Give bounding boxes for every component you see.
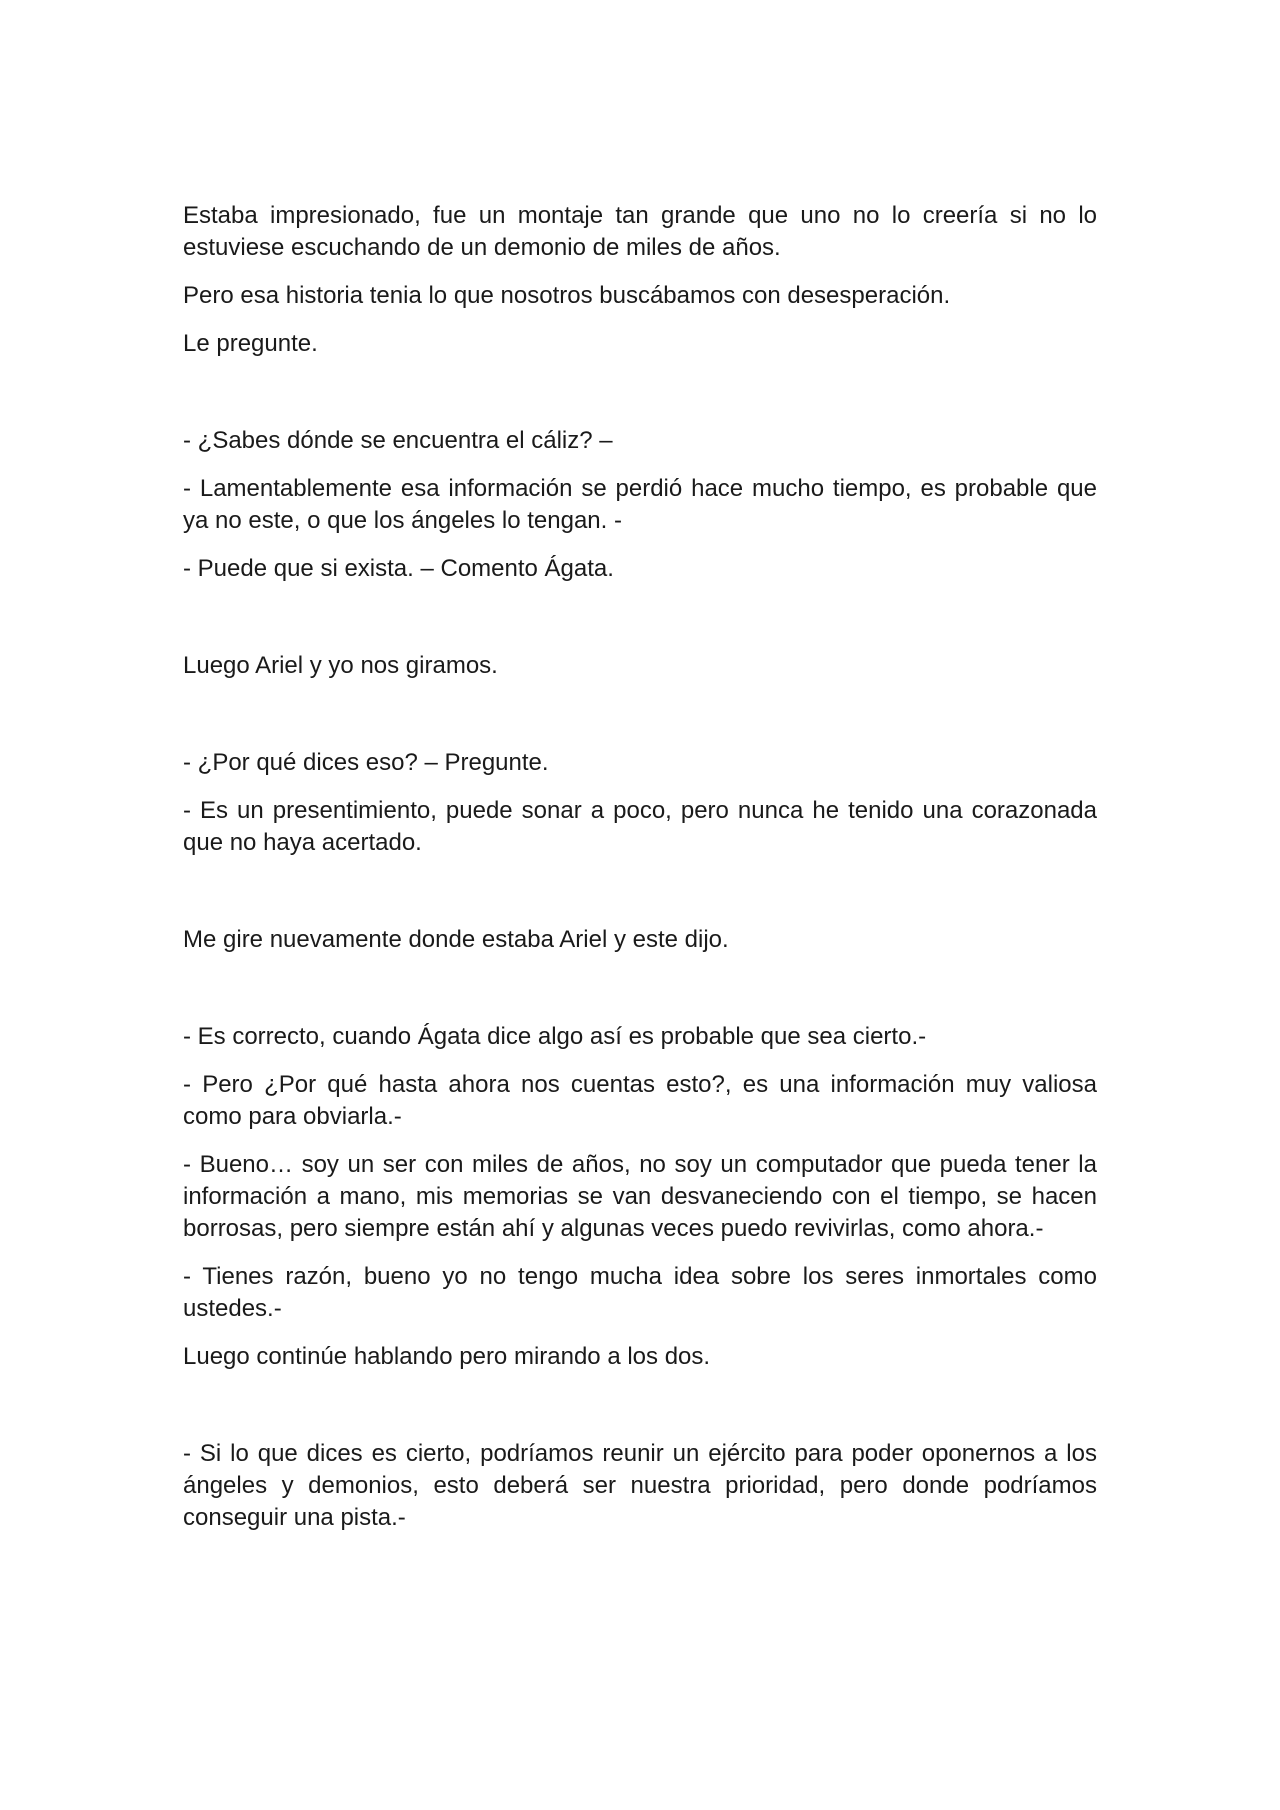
dialogue-line: - Si lo que dices es cierto, podríamos reunir un ejército para poder oponernos a los ángeles y demonios, esto deberá ser nuestra prioridad, pero donde podríamos conseguir una pista.- xyxy=(183,1440,1097,1531)
paragraph-gap xyxy=(183,1133,1097,1149)
paragraph: Estaba impresionado, fue un montaje tan grande que uno no lo creería si no lo estuviese escuchando de un demonio de miles de años. xyxy=(183,202,1097,261)
document-page xyxy=(183,200,1097,1534)
dialogue-line: - Lamentablemente esa información se perdió hace mucho tiempo, es probable que ya no este, o que los ángeles lo tengan. - xyxy=(183,475,1097,534)
paragraph: Me gire nuevamente donde estaba Ariel y este dijo. xyxy=(183,926,729,953)
paragraph-gap xyxy=(183,682,1097,747)
paragraph-gap xyxy=(183,537,1097,553)
paragraph-gap xyxy=(183,585,1097,650)
paragraph: Le pregunte. xyxy=(183,330,318,357)
dialogue-line: - ¿Sabes dónde se encuentra el cáliz? – xyxy=(183,427,613,454)
dialogue-line: - Pero ¿Por qué hasta ahora nos cuentas esto?, es una información muy valiosa como para obviarla.- xyxy=(183,1071,1097,1130)
paragraph: Pero esa historia tenia lo que nosotros buscábamos con desesperación. xyxy=(183,282,951,309)
paragraph-gap xyxy=(183,1053,1097,1069)
dialogue-line: - Bueno… soy un ser con miles de años, no soy un computador que pueda tener la información a mano, mis memorias se van desvaneciendo con el tiempo, se hacen borrosas, pero siempre están ahí y algunas veces puedo revivirlas, como ahora.- xyxy=(183,1151,1097,1242)
dialogue-line: - Es correcto, cuando Ágata dice algo así es probable que sea cierto.- xyxy=(183,1023,927,1050)
paragraph-gap xyxy=(183,779,1097,795)
paragraph-gap xyxy=(183,457,1097,473)
paragraph: Luego Ariel y yo nos giramos. xyxy=(183,652,498,679)
paragraph-gap xyxy=(183,360,1097,425)
paragraph: Luego continúe hablando pero mirando a los dos. xyxy=(183,1343,711,1370)
paragraph-gap xyxy=(183,956,1097,1021)
paragraph-gap xyxy=(183,264,1097,280)
dialogue-line: - Es un presentimiento, puede sonar a poco, pero nunca he tenido una corazonada que no haya acertado. xyxy=(183,797,1097,856)
paragraph-gap xyxy=(183,312,1097,328)
paragraph-gap xyxy=(183,859,1097,924)
dialogue-line: - ¿Por qué dices eso? – Pregunte. xyxy=(183,749,549,776)
paragraph-gap xyxy=(183,1373,1097,1438)
dialogue-line: - Puede que si exista. – Comento Ágata. xyxy=(183,555,614,582)
paragraph-gap xyxy=(183,1245,1097,1261)
paragraph-gap xyxy=(183,1325,1097,1341)
dialogue-line: - Tienes razón, bueno yo no tengo mucha idea sobre los seres inmortales como ustedes.- xyxy=(183,1263,1097,1322)
